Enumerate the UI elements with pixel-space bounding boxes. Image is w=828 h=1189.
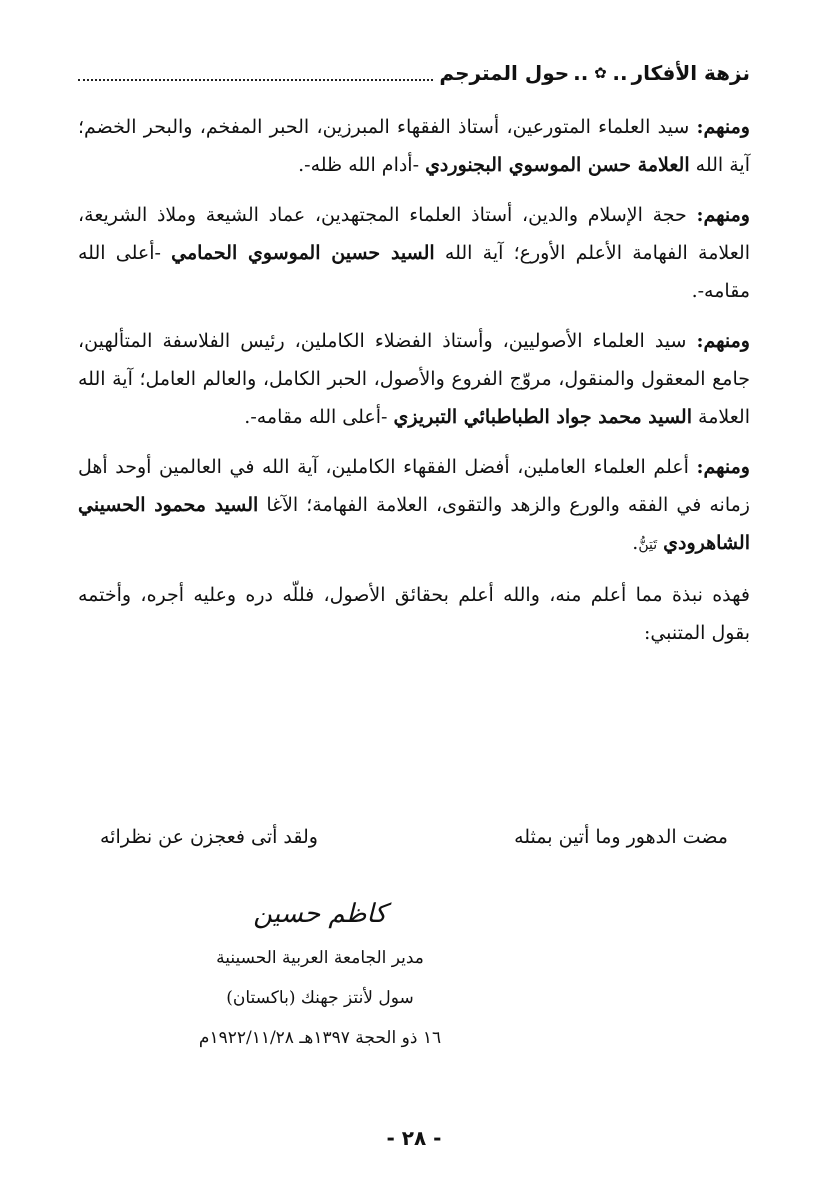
paragraph-text-end: -أدام الله ظله-. [298, 154, 426, 176]
handwritten-signature: كاظم حسين [253, 899, 387, 929]
paragraph-text: سيد العلماء المتورعين، أستاذ الفقهاء المبرزين، الحبر المفخم، والبحر الخضم؛ آية الله [78, 116, 750, 176]
paragraph-lead: ومنهم: [696, 116, 750, 138]
running-header [78, 56, 750, 90]
scholar-name: السيد محمود الحسيني الشاهرودي [78, 494, 750, 554]
paragraph-text: أعلم العلماء العاملين، أفضل الفقهاء الكاملين، آية الله في العالمين أوحد أهل زمانه في الفقه والورع والزهد والتقوى، العلامة الفهامة؛ الآغا [78, 456, 750, 516]
paragraph-text: فهذه نبذة مما أعلم منه، والله أعلم بحقائق الأصول، فللّه دره وعليه أجره، وأختمه بقول المتنبي: [78, 584, 750, 644]
scholar-name: السيد حسين الموسوي الحمامي [171, 242, 435, 264]
paragraph-text: حجة الإسلام والدين، أستاذ العلماء المجتهدين، عماد الشيعة وملاذ الشريعة، العلامة الفهامة الأعلم الأورع؛ آية الله [78, 204, 750, 264]
poem-second-hemistich: ولقد أتى فعجزن عن نظرائه [100, 826, 318, 848]
paragraph [78, 196, 750, 310]
signatory-title: مدير الجامعة العربية الحسينية [216, 948, 424, 968]
header-separator: .. [612, 61, 628, 85]
header-book-title: نزهة الأفكار [631, 61, 750, 85]
honorific-mark: تَتِنُّ [638, 537, 658, 553]
paragraph-closing [78, 576, 750, 652]
header-title [439, 61, 750, 85]
header-dotted-rule [78, 79, 433, 81]
page-number: - ٢٨ - [386, 1126, 442, 1150]
paragraph [78, 108, 750, 184]
paragraph-text-end: . [632, 532, 639, 554]
poem-first-hemistich: مضت الدهور وما أتين بمثله [514, 826, 728, 848]
paragraph-lead: ومنهم: [696, 204, 750, 226]
body-text [78, 108, 750, 664]
signature-block [140, 890, 500, 1058]
paragraph-lead: ومنهم: [696, 456, 750, 478]
scholar-name: السيد محمد جواد الطباطبائي التبريزي [393, 406, 693, 428]
paragraph [78, 448, 750, 564]
paragraph [78, 322, 750, 436]
signatory-location: سول لأنتز جهنك (باكستان) [226, 988, 414, 1008]
header-separator-2: .. [573, 61, 589, 85]
poem-verse [100, 818, 728, 856]
scholar-name: العلامة حسن الموسوي البجنوردي [425, 154, 690, 176]
flower-ornament-icon: ✿ [594, 64, 607, 82]
header-section-title: حول المترجم [439, 61, 570, 85]
paragraph-text-end: -أعلى الله مقامه-. [244, 406, 394, 428]
paragraph-text: سيد العلماء الأصوليين، وأستاذ الفضلاء الكاملين، رئيس الفلاسفة المتألهين، جامع المعقول والمنقول، مروّج الفروع والأصول، الحبر الكامل، والعالم العامل؛ آية الله العلامة [78, 330, 750, 428]
paragraph-text-end: -أعلى الله مقامه-. [78, 242, 750, 302]
signature-date: ١٦ ذو الحجة ١٣٩٧هـ ١٩٢٢/١١/٢٨م [198, 1028, 442, 1048]
paragraph-lead: ومنهم: [696, 330, 750, 352]
